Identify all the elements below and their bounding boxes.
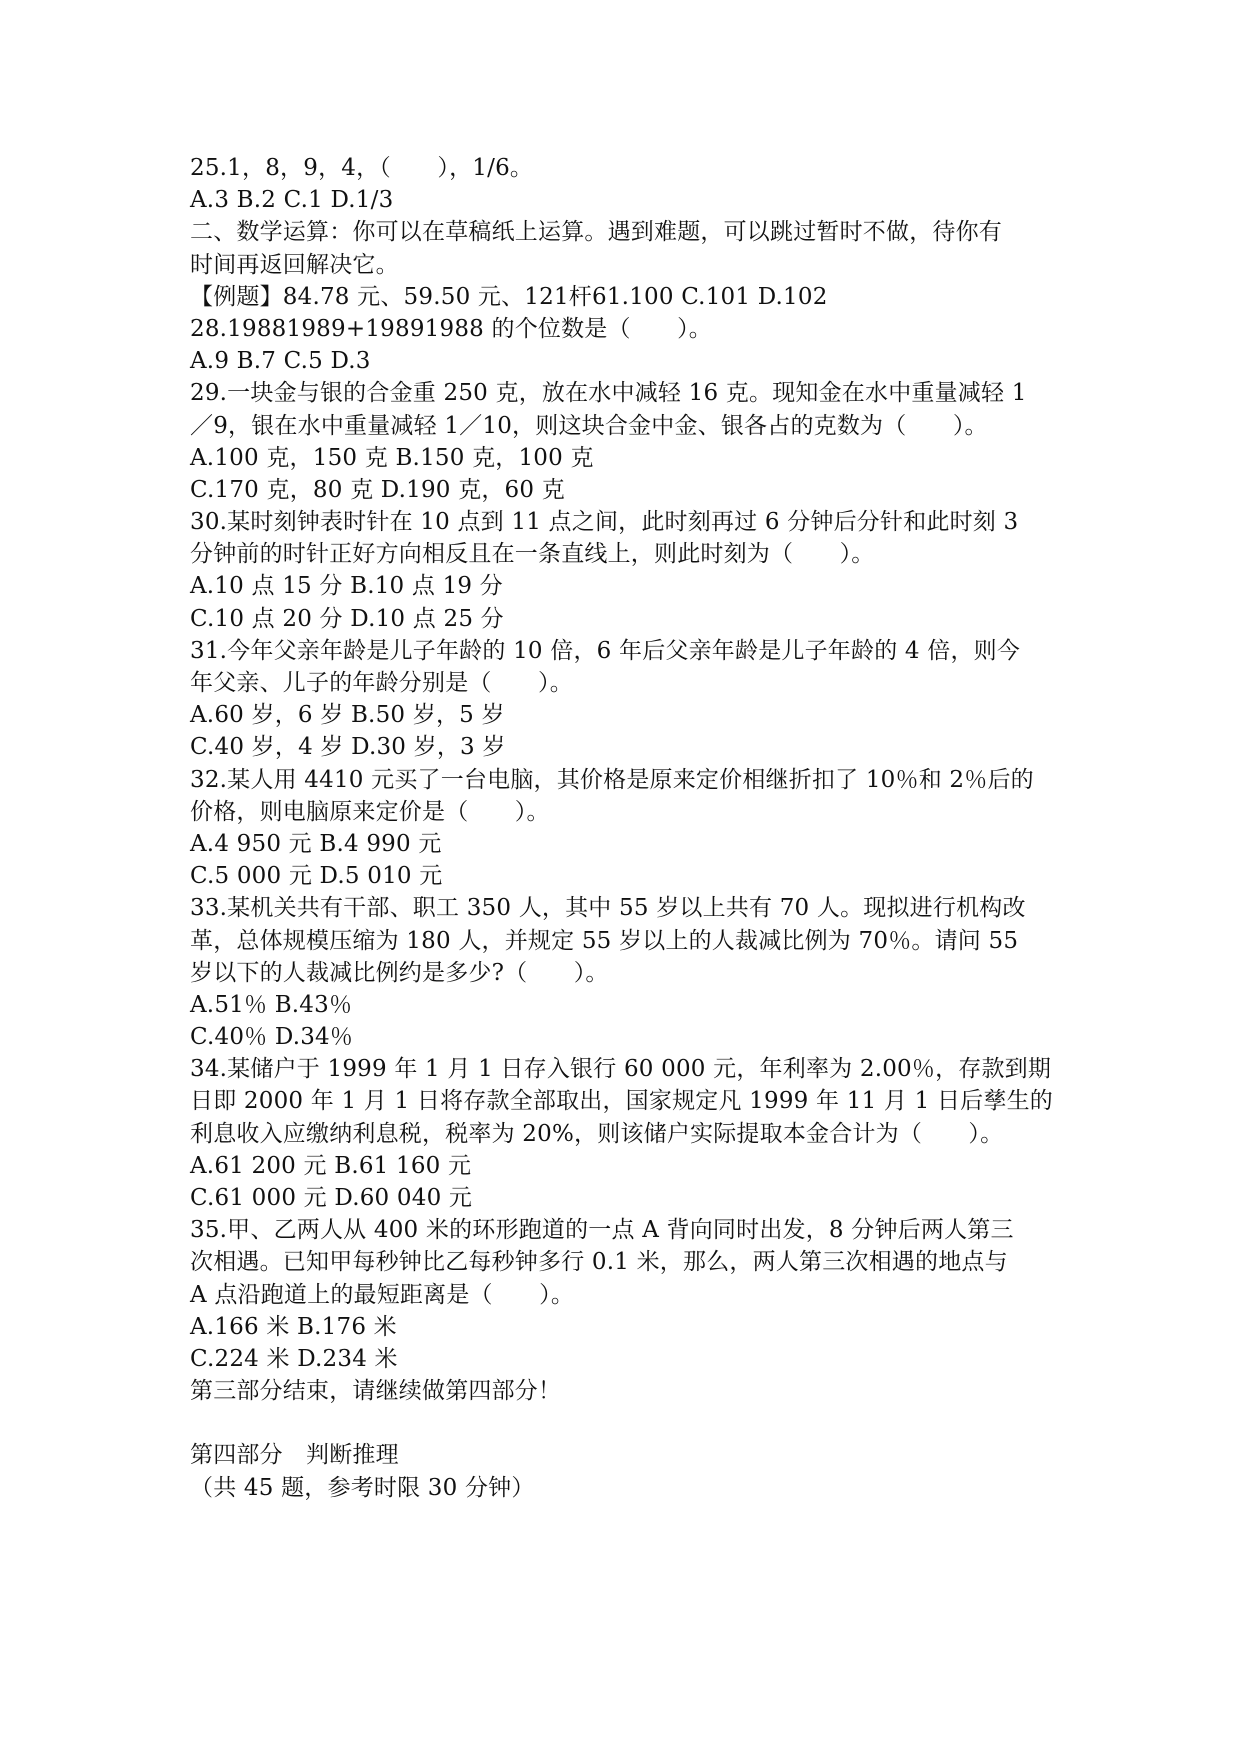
section-gap xyxy=(190,1407,1090,1439)
text-line: A.51％ B.43％ xyxy=(190,991,353,1018)
text-line: 分钟前的时针正好方向相反且在一条直线上，则此时刻为（ ）。 xyxy=(190,541,875,568)
text-line: 革，总体规模压缩为 180 人，并规定 55 岁以上的人裁减比例为 70％。请问 55 xyxy=(190,927,1019,954)
text-line: 31.今年父亲年龄是儿子年龄的 10 倍，6 年后父亲年龄是儿子年龄的 4 倍，则今 xyxy=(190,637,1021,664)
text-line: A.60 岁，6 岁 B.50 岁，5 岁 xyxy=(190,702,505,729)
text-line: 28.19881989+19891988 的个位数是（ ）。 xyxy=(190,315,712,342)
text-line: ／9，银在水中重量减轻 1／10，则这块合金中金、银各占的克数为（ ）。 xyxy=(190,412,988,439)
text-line: 33.某机关共有干部、职工 350 人，其中 55 岁以上共有 70 人。现拟进行机构改 xyxy=(190,895,1026,922)
text-line: C.40％ D.34％ xyxy=(190,1024,354,1051)
text-line: 年父亲、儿子的年龄分别是（ ）。 xyxy=(190,670,573,696)
text-line: 日即 2000 年 1 月 1 日将存款全部取出，国家规定凡 1999 年 11 月 1 日后孳生的 xyxy=(190,1088,1053,1115)
text-line: （共 45 题，参考时限 30 分钟） xyxy=(190,1474,535,1501)
text-line: C.224 米 D.234 米 xyxy=(190,1345,398,1372)
text-line: A.10 点 15 分 B.10 点 19 分 xyxy=(190,573,503,600)
text-line: A.100 克，150 克 B.150 克，100 克 xyxy=(190,444,594,471)
text-line: 利息收入应缴纳利息税，税率为 20%，则该储户实际提取本金合计为（ ）。 xyxy=(190,1120,1004,1147)
text-line: 【例题】84.78 元、59.50 元、121杆61.100 C.101 D.102 xyxy=(190,283,828,310)
document-page xyxy=(190,152,1090,1504)
text-line: 时间再返回解决它。 xyxy=(190,251,399,278)
text-line: 第三部分结束，请继续做第四部分！ xyxy=(190,1378,562,1405)
questions-block xyxy=(190,152,1090,1407)
text-line: C.61 000 元 D.60 040 元 xyxy=(190,1185,473,1211)
text-line: 25.1，8，9，4，（ ），1/6。 xyxy=(190,155,534,181)
text-line: A.166 米 B.176 米 xyxy=(190,1313,397,1340)
text-line: 34.某储户于 1999 年 1 月 1 日存入银行 60 000 元，年利率为 2.00％，存款到期 xyxy=(190,1056,1052,1083)
text-line: 32.某人用 4410 元买了一台电脑，其价格是原来定价相继折扣了 10％和 2％后的 xyxy=(190,766,1034,793)
text-line: A.4 950 元 B.4 990 元 xyxy=(190,830,442,857)
text-line: A.9 B.7 C.5 D.3 xyxy=(190,348,371,375)
text-line: C.40 岁，4 岁 D.30 岁，3 岁 xyxy=(190,734,506,761)
text-line: C.170 克，80 克 D.190 克，60 克 xyxy=(190,476,565,503)
text-line: C.5 000 元 D.5 010 元 xyxy=(190,863,443,890)
text-line: 30.某时刻钟表时针在 10 点到 11 点之间，此时刻再过 6 分钟后分针和此时刻 3 xyxy=(190,509,1019,536)
text-line: 二、数学运算：你可以在草稿纸上运算。遇到难题，可以跳过暂时不做，待你有 xyxy=(190,219,1002,246)
text-line: 岁以下的人裁减比例约是多少?（ ）。 xyxy=(190,959,609,986)
text-line: 35.甲、乙两人从 400 米的环形跑道的一点 A 背向同时出发，8 分钟后两人第三 xyxy=(190,1217,1014,1244)
text-line: 价格，则电脑原来定价是（ ）。 xyxy=(190,798,550,825)
text-line: C.10 点 20 分 D.10 点 25 分 xyxy=(190,605,504,632)
text-line: A.3 B.2 C.1 D.1/3 xyxy=(190,187,394,214)
text-line: A.61 200 元 B.61 160 元 xyxy=(190,1152,472,1179)
section-four-header xyxy=(190,1439,1090,1503)
text-line: A 点沿跑道上的最短距离是（ ）。 xyxy=(190,1281,575,1308)
text-line: 29.一块金与银的合金重 250 克，放在水中减轻 16 克。现知金在水中重量减轻 1 xyxy=(190,380,1027,407)
text-line: 次相遇。已知甲每秒钟比乙每秒钟多行 0.1 米，那么，两人第三次相遇的地点与 xyxy=(190,1249,1008,1276)
text-line: 第四部分 判断推理 xyxy=(190,1442,399,1469)
